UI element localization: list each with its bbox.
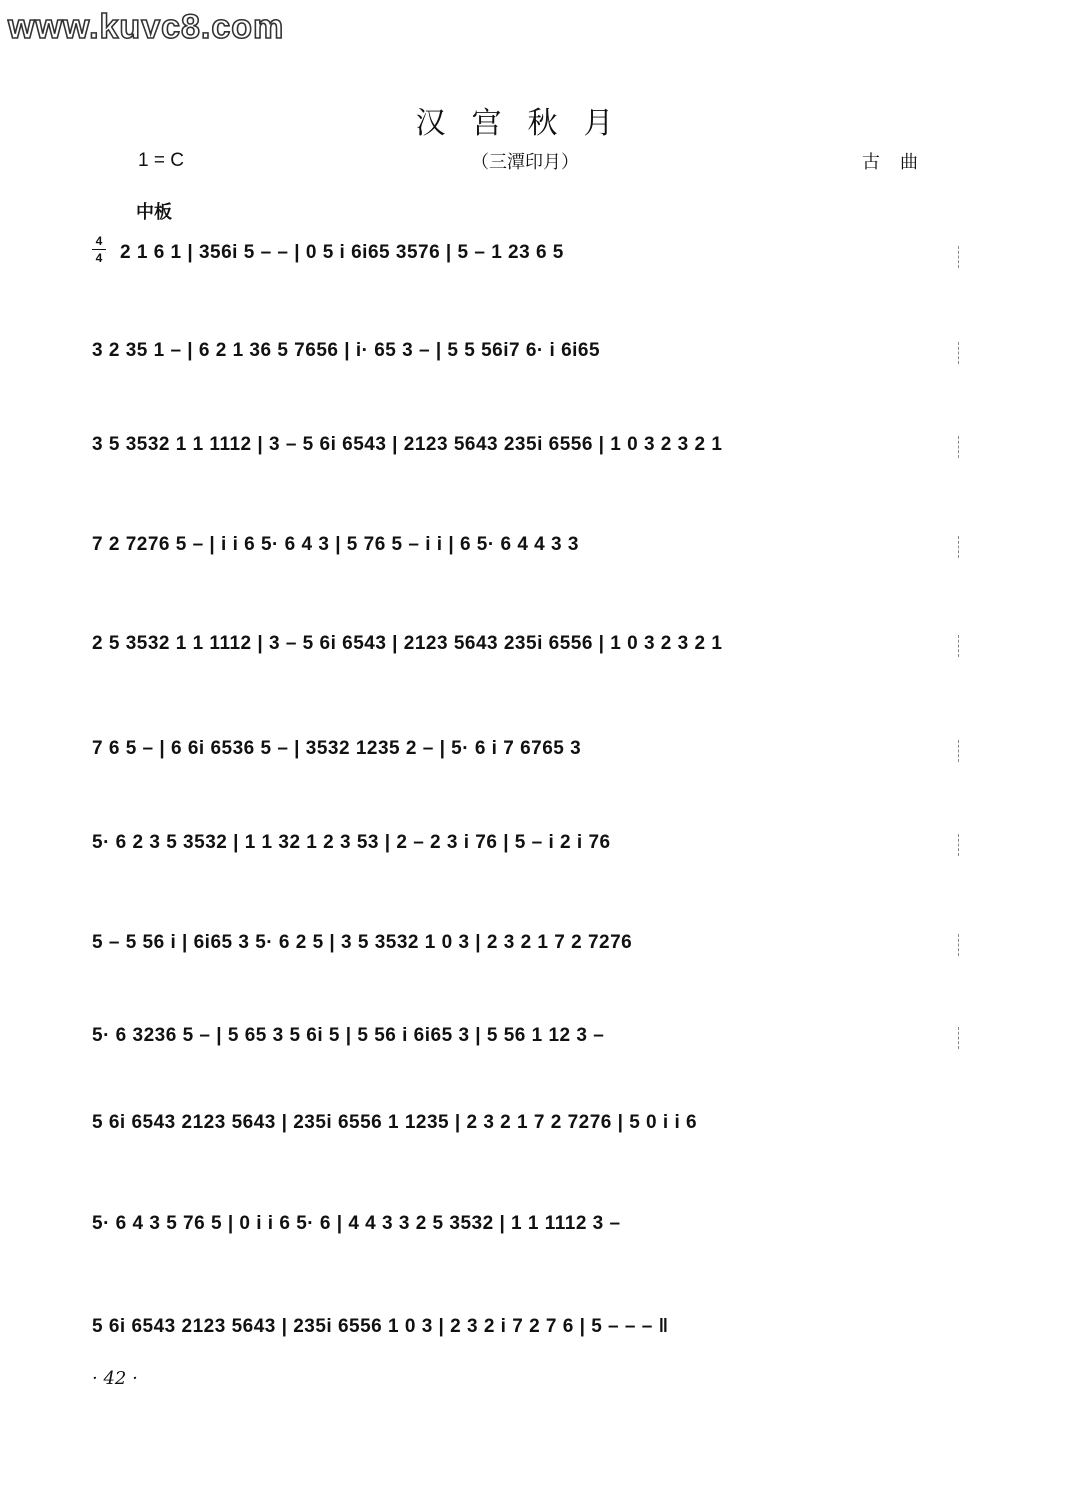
edge-mark	[958, 536, 960, 558]
edge-mark	[958, 834, 960, 856]
edge-mark	[958, 436, 960, 458]
edge-mark	[958, 635, 960, 657]
staff-line-text: 5 6i 6543 2123 5643 | 235i 6556 1 1235 | 2 3 2 1 7 2 7276 | 5 0 i i 6	[92, 1112, 698, 1133]
page-title: 汉宫秋月	[415, 106, 640, 141]
time-signature	[92, 234, 106, 265]
time-signature-divider	[92, 249, 106, 250]
staff-line-8	[92, 932, 958, 962]
staff-line-text: 5· 6 3236 5 – | 5 65 3 5 6i 5 | 5 56 i 6i65 3 | 5 56 1 12 3 –	[92, 1025, 605, 1046]
staff-line-text: 5 – 5 56 i | 6i65 3 5· 6 2 5 | 3 5 3532 1 0 3 | 2 3 2 1 7 2 7276	[92, 932, 633, 953]
time-signature-top: 4	[95, 234, 103, 248]
staff-line-text: 3 2 35 1 – | 6 2 1 36 5 7656 | i· 65 3 – | 5 5 56i7 6· i 6i65	[92, 340, 601, 361]
subtitle: （三潭印月）	[471, 152, 579, 173]
watermark: www.kuvc8.com	[8, 8, 285, 46]
staff-line-text: 5· 6 2 3 5 3532 | 1 1 32 1 2 3 53 | 2 – 2 3 i 76 | 5 – i 2 i 76	[92, 832, 611, 853]
staff-line-12	[92, 1316, 958, 1346]
staff-line-text: 2 5 3532 1 1 1112 | 3 – 5 6i 6543 | 2123 5643 235i 6556 | 1 0 3 2 3 2 1	[92, 633, 723, 654]
staff-line-text: 3 5 3532 1 1 1112 | 3 – 5 6i 6543 | 2123 5643 235i 6556 | 1 0 3 2 3 2 1	[92, 434, 723, 455]
edge-mark	[958, 1027, 960, 1049]
staff-line-4	[92, 534, 958, 564]
staff-line-1	[120, 242, 958, 272]
staff-line-2	[92, 340, 958, 370]
staff-line-7	[92, 832, 958, 862]
staff-line-10	[92, 1112, 958, 1142]
staff-line-text: 5 6i 6543 2123 5643 | 235i 6556 1 0 3 | 2 3 2 i 7 2 7 6 | 5 – – – ‖	[92, 1316, 669, 1337]
staff-line-5	[92, 633, 958, 663]
staff-line-text: 2 1 6 1 | 356i 5 – – | 0 5 i 6i65 3576 | 5 – 1 23 6 5	[120, 242, 564, 263]
time-signature-bottom: 4	[95, 251, 103, 265]
staff-line-text: 5· 6 4 3 5 76 5 | 0 i i 6 5· 6 | 4 4 3 3 2 5 3532 | 1 1 1112 3 –	[92, 1213, 621, 1234]
page-number: · 42 ·	[92, 1368, 138, 1389]
staff-line-3	[92, 434, 958, 464]
edge-mark	[958, 934, 960, 956]
edge-mark	[958, 740, 960, 762]
tempo-marking: 中板	[136, 202, 172, 223]
key-signature: 1 = C	[138, 150, 184, 171]
composer: 古曲	[862, 152, 938, 173]
staff-line-text: 7 6 5 – | 6 6i 6536 5 – | 3532 1235 2 – | 5· 6 i 7 6765 3	[92, 738, 582, 759]
edge-mark	[958, 246, 960, 268]
staff-line-11	[92, 1213, 958, 1243]
edge-mark	[958, 342, 960, 364]
staff-line-9	[92, 1025, 958, 1055]
staff-line-text: 7 2 7276 5 – | i i 6 5· 6 4 3 | 5 76 5 – i i | 6 5· 6 4 4 3 3	[92, 534, 579, 555]
staff-line-6	[92, 738, 958, 768]
